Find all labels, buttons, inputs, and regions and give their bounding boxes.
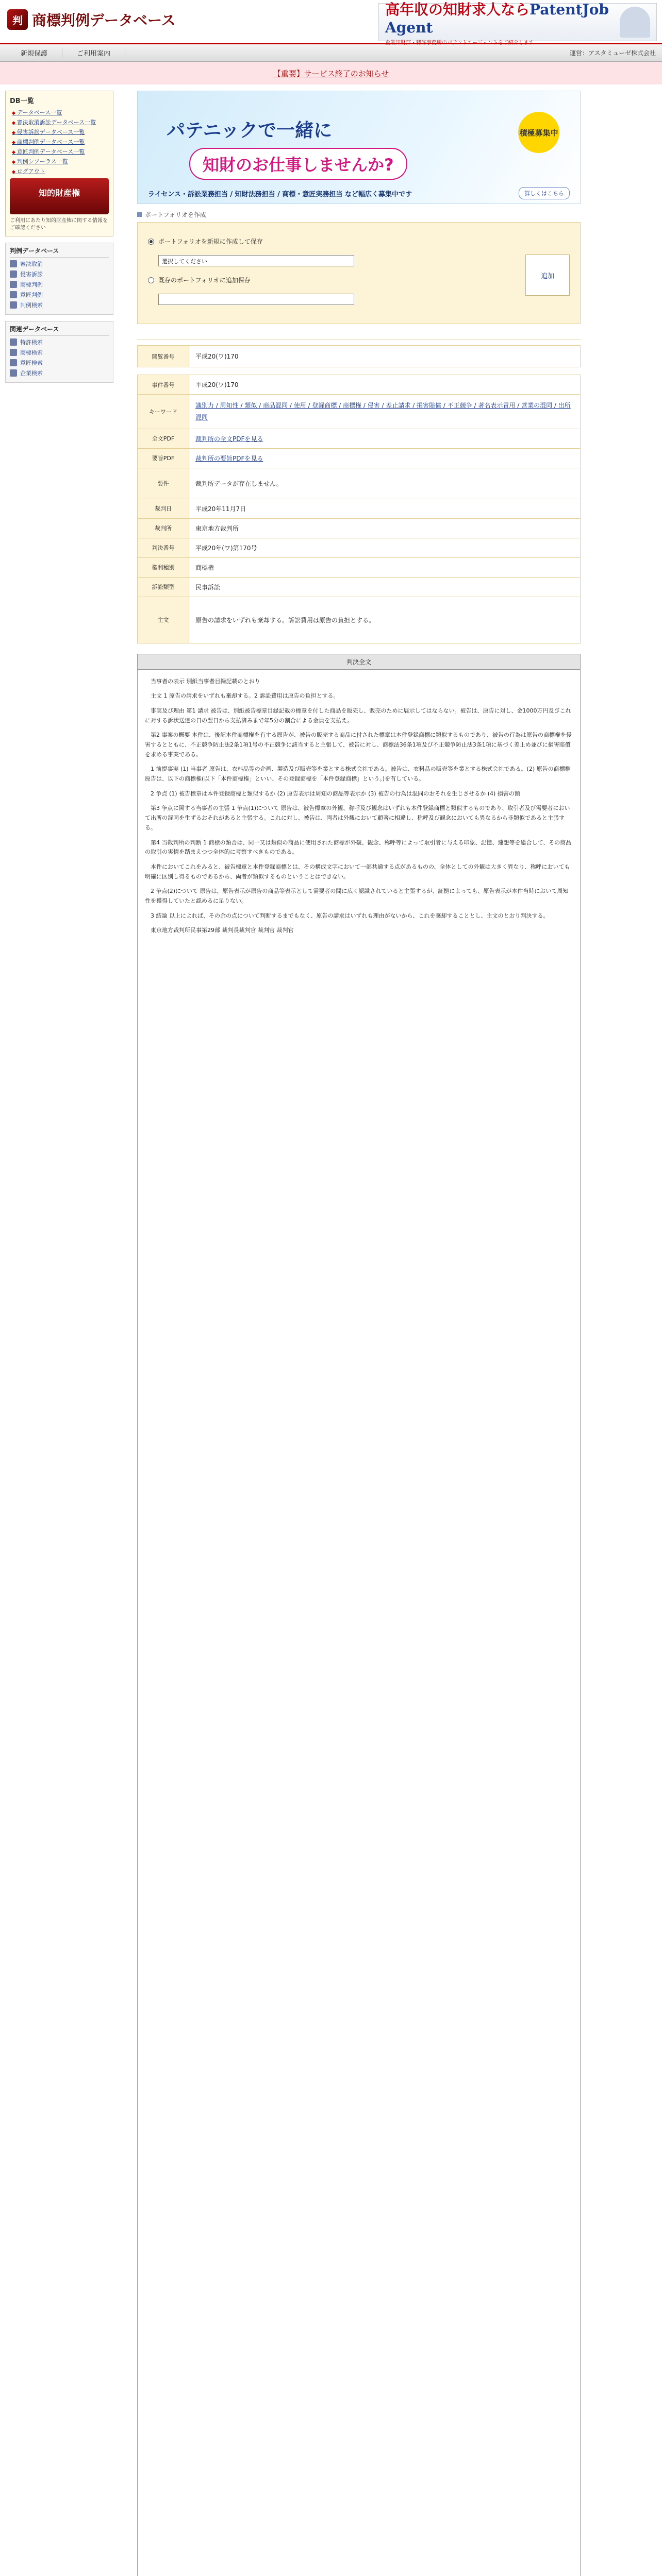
recruit-badge: 積極募集中 [518, 112, 559, 153]
square-bullet-icon [137, 212, 142, 217]
category-item[interactable]: 意匠検索 [10, 359, 109, 367]
radio-existing-label: 既存のポートフォリオに追加保存 [158, 277, 251, 284]
database-icon [10, 301, 17, 309]
category-box-hanrei [5, 243, 113, 315]
ip-badge-note: ご利用にあたり知的財産権に関する情報をご確認ください [10, 218, 108, 231]
nav-new[interactable]: 新規保護 [6, 48, 62, 58]
add-button[interactable]: 追加 [525, 255, 570, 296]
sidebar-link-shinketsu[interactable]: ◆ 審決取消訴訟データベース一覧 [12, 118, 109, 126]
case-meta-table [137, 375, 581, 643]
category-item[interactable]: 企業検索 [10, 369, 109, 377]
meta-key: 全文PDF [138, 429, 189, 448]
db-list-box [5, 91, 113, 236]
database-icon [10, 260, 17, 267]
person-illustration-icon [620, 7, 650, 38]
case-no-label: 閲覧番号 [138, 346, 189, 367]
site-title: 商標判例データベース [32, 12, 176, 29]
category-title: 判例データベース [10, 246, 109, 258]
meta-value: 平成20(ワ)170 [189, 375, 581, 395]
database-icon [10, 281, 17, 288]
site-header [0, 0, 662, 44]
meta-key: 裁判所 [138, 518, 189, 538]
database-icon [10, 359, 17, 366]
fulltext-paragraph: 主文 1 原告の請求をいずれも棄却する。2 訴訟費用は原告の負担とする。 [151, 692, 339, 700]
portfolio-select[interactable]: 選択してください [158, 255, 354, 266]
meta-key: キーワード [138, 395, 189, 429]
fulltext-paragraph: 2 争点 (1) 被告標章は本件登録商標と類似するか (2) 原告表示は周知の商品等表示か (3) 被告の行為は混同のおそれを生じさせるか (4) 損害の額 [151, 790, 520, 797]
meta-value: 商標権 [189, 557, 581, 577]
fulltext-paragraph: 東京地方裁判所民事第29部 裁判長裁判官 裁判官 裁判官 [151, 927, 294, 934]
portfolio-box [137, 222, 581, 324]
db-list-title: DB一覧 [10, 97, 34, 105]
category-box-related [5, 321, 113, 383]
meta-key: 裁判日 [138, 499, 189, 518]
meta-key: 要件 [138, 468, 189, 499]
meta-key: 事件番号 [138, 375, 189, 395]
top-nav [0, 44, 662, 62]
fulltext-body [138, 670, 580, 2576]
category-item[interactable]: 侵害訴訟 [10, 270, 109, 278]
portfolio-section-title: ポートフォリオを作成 [137, 210, 581, 219]
sidebar-link-logout[interactable]: ◆ ログアウト [12, 167, 109, 175]
portfolio-name-input[interactable] [158, 294, 354, 305]
meta-key: 訴訟類型 [138, 577, 189, 597]
category-item[interactable]: 審決取消 [10, 260, 109, 268]
fulltext-paragraph: 当事者の表示 別紙当事者目録記載のとおり [151, 677, 260, 685]
category-item[interactable]: 商標判例 [10, 280, 109, 289]
category-item[interactable]: 商標検索 [10, 348, 109, 357]
radio-new-portfolio[interactable] [148, 239, 154, 245]
promo-line1: パテニックで一緒に [167, 120, 333, 141]
case-no-table [137, 345, 581, 367]
fulltext-heading: 判決全文 [138, 654, 580, 670]
sidebar-link-shingai[interactable]: ◆ 侵害訴訟データベース一覧 [12, 128, 109, 136]
fulltext-paragraph: 第2 事案の概要 本件は、後記本件商標権を有する原告が、被告の販売する商品に付された標章は本件登録商標に類似するものであり、被告の行為は原告の商標権を侵害するとともに、不正競争防止法2条1項1号の不正競争に該当すると主張して、被告に対し、商標法36条1項及び不正競争防止法3条1項に基づく差止め並びに損害賠償を求める事案である。 [145, 732, 572, 758]
site-logo[interactable] [7, 9, 176, 30]
category-item[interactable]: 特許検索 [10, 338, 109, 346]
database-icon [10, 338, 17, 346]
radio-new-label: ポートフォリオを新規に作成して保存 [158, 238, 263, 245]
meta-value: 裁判所データが存在しません。 [189, 468, 581, 499]
banner-headline: 高年収の知財求人ならPatentJob Agent [385, 1, 609, 36]
notice-bar [0, 62, 662, 84]
database-icon [10, 270, 17, 278]
database-icon [10, 369, 17, 377]
fulltext-paragraph: 1 前提事実 (1) 当事者 原告は、衣料品等の企画、製造及び販売等を業とする株式会社である。被告は、衣料品の販売等を業とする株式会社である。(2) 原告の商標権 原告は、以下の商標権(以下「本件商標権」といい、その登録商標を「本件登録商標」という。)を有している。 [145, 766, 571, 783]
main-content [137, 84, 581, 2576]
ad-banner[interactable] [378, 1, 657, 46]
sidebar-link-shohyo[interactable]: ◆ 商標判例データベース一覧 [12, 138, 109, 146]
fulltext-paragraph: 本件においてこれをみると、被告標章と本件登録商標とは、その構成文字において一部共通する点があるものの、全体としての外観は大きく異なり、称呼においても明確に区別し得るものであるから、両者が類似するものということはできない。 [145, 863, 570, 880]
meta-key: 要旨PDF [138, 448, 189, 468]
summary-pdf-link[interactable]: 裁判所の要旨PDFを見る [195, 454, 263, 462]
fulltext-paragraph: 3 結論 以上によれば、その余の点について判断するまでもなく、原告の請求はいずれも理由がないから、これを棄却することとし、主文のとおり判決する。 [151, 912, 549, 919]
sidebar-link-isho[interactable]: ◆ 意匠判例データベース一覧 [12, 147, 109, 156]
fulltext-paragraph: 第3 争点に関する当事者の主張 1 争点(1)について 原告は、被告標章の外観、称呼及び観念はいずれも本件登録商標と類似するものであり、取引者及び需要者において出所の混同を生ずるおそれがあると主張する。これに対し、被告は、両者は外観において顕著に相違し、称呼及び観念においても異なるから非類似であると主張する。 [145, 805, 570, 831]
sidebar-link-db[interactable]: ◆ データベース一覧 [12, 108, 109, 116]
banner-subtext: 企業知財部・特許事務所のパテントエージェントをご紹介します [385, 40, 534, 46]
sidebar-link-thesaurus[interactable]: ◆ 判例シソーラス一覧 [12, 157, 109, 165]
operator-text: 運営：アスタミューゼ株式会社 [569, 49, 656, 57]
meta-value: 民事訴訟 [189, 577, 581, 597]
sidebar [5, 84, 113, 2576]
keyword-list[interactable]: 識別力 / 周知性 / 類似 / 商品混同 / 使用 / 登録商標 / 商標権 / 侵害 / 差止請求 / 損害賠償 / 不正競争 / 著名表示冒用 / 営業の混同 / 出所混同 [195, 402, 571, 421]
fulltext-paragraph: 第4 当裁判所の判断 1 商標の類否は、同一又は類似の商品に使用された商標が外観、観念、称呼等によって取引者に与える印象、記憶、連想等を総合して、その商品の取引の実情を踏まえつつ全体的に考察すべきものである。 [145, 839, 572, 856]
fulltext-pdf-link[interactable]: 裁判所の全文PDFを見る [195, 435, 263, 443]
nav-guide[interactable]: ご利用案内 [62, 48, 125, 58]
case-no-value: 平成20(ワ)170 [189, 346, 581, 367]
meta-key: 主文 [138, 597, 189, 643]
promo-detail-button[interactable]: 詳しくはこちら [519, 187, 570, 199]
fulltext-paragraph: 2 争点(2)について 原告は、原告表示が原告の商品等表示として需要者の間に広く認識されていると主張するが、証拠によっても、原告表示が本件当時において周知性を獲得していたと認めるに足りない。 [145, 888, 569, 904]
meta-key: 判決番号 [138, 538, 189, 557]
meta-key: 権利種別 [138, 557, 189, 577]
meta-value: 原告の請求をいずれも棄却する。訴訟費用は原告の負担とする。 [189, 597, 581, 643]
promo-line2: 知財のお仕事しませんか? [189, 148, 407, 180]
category-item[interactable]: 意匠判例 [10, 291, 109, 299]
ip-badge[interactable]: 知的財産権 [10, 178, 109, 214]
meta-value: 平成20年(ワ)第170号 [189, 538, 581, 557]
recruit-promo-banner[interactable] [137, 91, 581, 204]
fulltext-panel [137, 654, 581, 2576]
database-icon [10, 349, 17, 356]
category-item[interactable]: 判例検索 [10, 301, 109, 309]
database-icon [10, 291, 17, 298]
promo-line3: ライセンス・訴訟業務担当 / 知財法務担当 / 商標・意匠実務担当 など幅広く募集中です [148, 191, 412, 198]
meta-value: 東京地方裁判所 [189, 518, 581, 538]
radio-existing-portfolio[interactable] [148, 277, 154, 283]
fulltext-paragraph: 事実及び理由 第1 請求 被告は、別紙被告標章目録記載の標章を付した商品を販売し、販売のために展示してはならない。被告は、原告に対し、金1000万円及びこれに対する訴状送達の日の翌日から支払済みまで年5分の割合による金員を支払え。 [145, 707, 571, 724]
logo-mark-icon: 判 [7, 9, 28, 30]
category-title: 関連データベース [10, 325, 109, 336]
notice-link[interactable]: 【重要】サービス終了のお知らせ [273, 69, 389, 78]
meta-value: 平成20年11月7日 [189, 499, 581, 518]
